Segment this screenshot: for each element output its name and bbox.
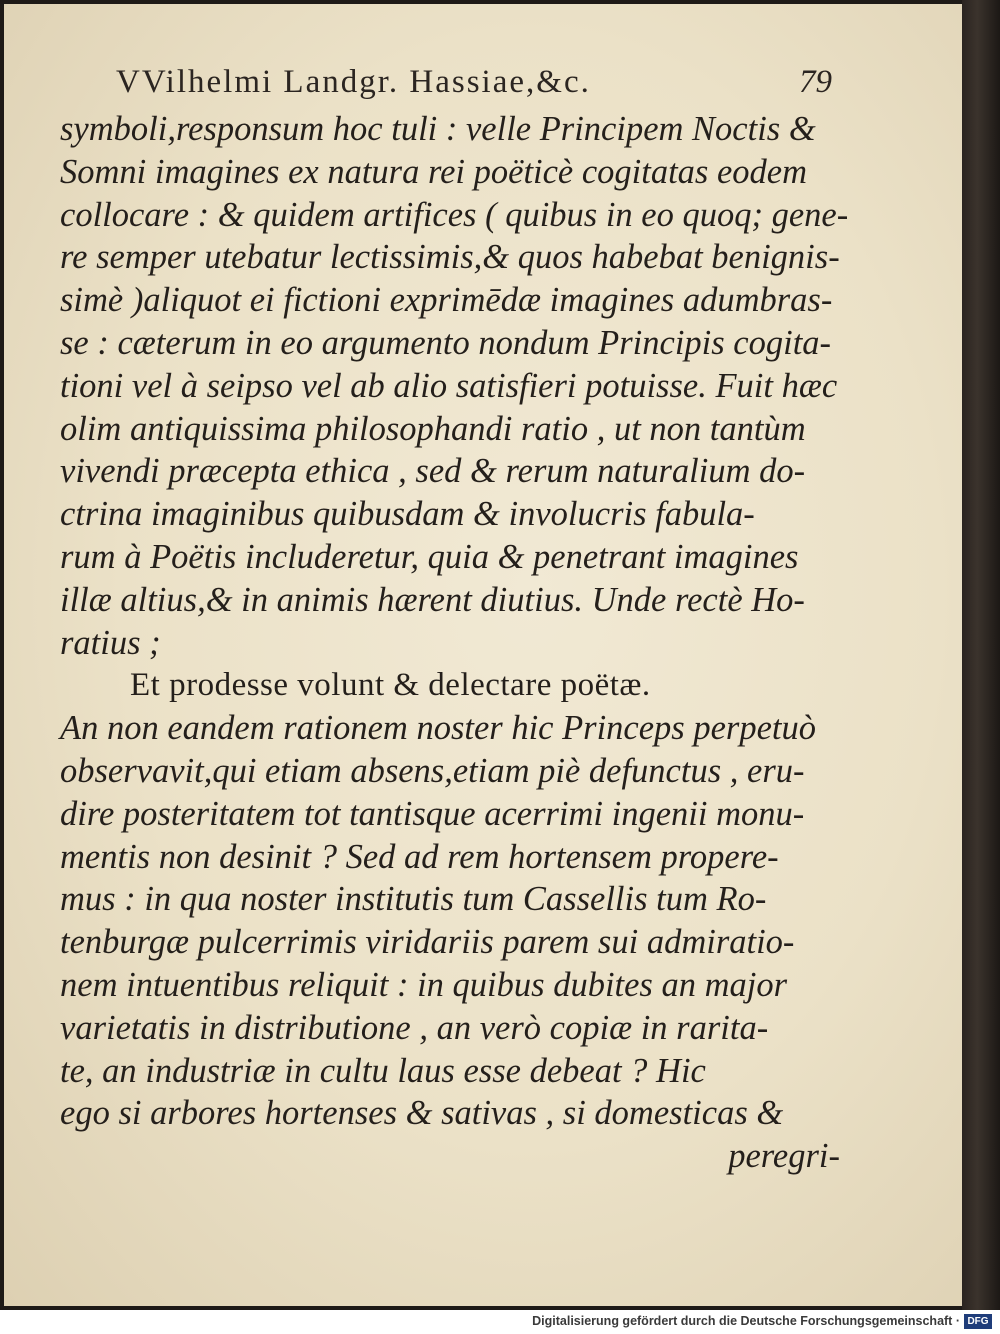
running-title: VVilhelmi Landgr. Hassiae,&c. (116, 64, 591, 100)
text-line: ctrina imaginibus quibusdam & involucris fabula- (60, 495, 755, 534)
text-line: symboli,responsum hoc tuli : velle Principem Noctis & (60, 110, 816, 148)
text-line: mus : in qua noster institutis tum Cassellis tum Ro- (60, 880, 767, 919)
text-line: Somni imagines ex natura rei poëticè cogitatas eodem (60, 152, 808, 191)
text-line: simè )aliquot ei fictioni exprimēdæ imagines adumbras- (60, 281, 833, 320)
text-line: tioni vel à seipso vel ab alio satisfieri potuisse. Fuit hæc (60, 366, 838, 405)
text-line: mentis non desinit ? Sed ad rem hortensem propere- (60, 837, 779, 876)
text-line: rum à Poëtis includeretur, quia & penetrant imagines (60, 537, 799, 576)
book-edge (962, 0, 1000, 1310)
text-line: collocare : & quidem artifices ( quibus in eo quoq; gene- (60, 195, 849, 234)
funding-credit: Digitalisierung gefördert durch die Deutsche Forschungsgemeinschaft · (532, 1314, 960, 1328)
text-line: te, an industriæ in cultu laus esse debeat ? Hic (60, 1051, 706, 1090)
dfg-logo: DFG (964, 1314, 992, 1329)
text-line: vivendi præcepta ethica , sed & rerum naturalium do- (60, 452, 806, 491)
body-text (60, 108, 849, 1178)
text-line: observavit,qui etiam absens,etiam piè defunctus , eru- (60, 751, 805, 790)
text-line: se : cæterum in eo argumento nondum Principis cogita- (60, 323, 832, 362)
text-line: varietatis in distributione , an verò copiæ in rarita- (60, 1008, 769, 1047)
text-line: olim antiquissima philosophandi ratio , ut non tantùm (60, 409, 806, 448)
verse-quotation: Et prodesse volunt & delectare poëtæ. (130, 667, 651, 704)
text-line: An non eandem rationem noster hic Princeps perpetuò (60, 709, 816, 748)
text-line: nem intuentibus reliquit : in quibus dubites an major (60, 965, 788, 1004)
catchword: peregri- (728, 1137, 840, 1176)
text-line: illæ altius,& in animis hærent diutius. Unde rectè Ho- (60, 580, 805, 619)
text-line: ratius ; (60, 623, 161, 662)
page-number: 79 (799, 64, 832, 100)
text-line: dire posteritatem tot tantisque acerrimi ingenii monu- (60, 794, 805, 833)
text-line: re semper utebatur lectissimis,& quos habebat benignis- (60, 238, 840, 277)
page-header (116, 64, 832, 104)
book-page (4, 4, 962, 1306)
footer-bar (0, 1310, 1000, 1334)
text-line: ego si arbores hortenses & sativas , si domesticas & (60, 1094, 784, 1133)
text-line: tenburgæ pulcerrimis viridariis parem sui admiratio- (60, 923, 795, 962)
